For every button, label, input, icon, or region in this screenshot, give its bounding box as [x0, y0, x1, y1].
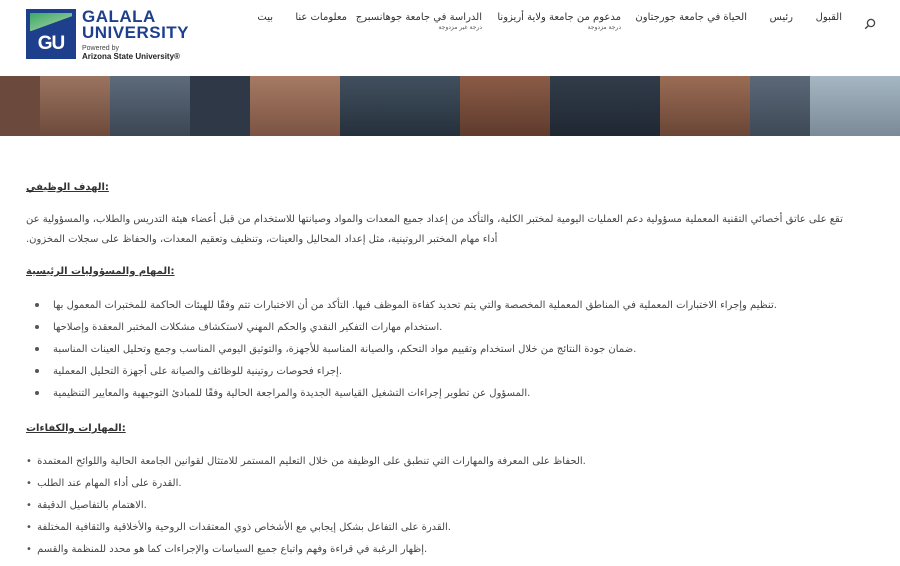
nav-item-asu[interactable]: مدعوم من جامعة ولاية أريزونا درجة مزدوجة	[497, 12, 621, 31]
bullet-icon	[35, 391, 39, 395]
hero-banner-image	[0, 76, 900, 136]
bullet-icon	[35, 325, 39, 329]
bullet-icon	[35, 347, 39, 351]
nav-item-johannesburg[interactable]: الدراسة في جامعة جوهانسبرج درجة غير مزدوجة	[355, 12, 482, 31]
list-item: • .القدرة على التفاعل بشكل إيجابي مع الأشخاص ذوي المعتقدات الروحية والأخلاقية والثقافية المختلفة	[26, 522, 451, 533]
logo-line1: GALALA	[82, 7, 156, 26]
nav-item-admission[interactable]: القبول	[815, 12, 842, 23]
logo-powered: Powered by	[82, 45, 119, 52]
purpose-paragraph: تقع على عاتق أخصائي التقنية المعملية مسؤولية دعم العمليات اليومية لمختبر الكلية، والتأكد من إعداد جميع المعدات والمواد وصيانتها للاستخدام من قبل أعضاء هيئة التدريس والطلاب، والمسؤولية عن أداء مهام المختبر الروتينية، مثل إعداد المحاليل والعينات، وتنظيف وتعقيم المعدات، والحفاظ على سجلات المخزون.	[26, 214, 843, 245]
bullet-icon	[35, 303, 39, 307]
logo-line2: UNIVERSITY	[82, 23, 190, 42]
search-icon[interactable]	[864, 18, 876, 30]
site-header	[0, 0, 900, 76]
list-item: .المسؤول عن تطوير إجراءات التشغيل القياسية الجديدة والمراجعة الحالية وفقًا للمبادئ التوجيهية والمعايير التنظيمية	[35, 388, 530, 399]
nav-sub-asu: درجة مزدوجة	[587, 24, 621, 31]
nav-sub-johannesburg: درجة غير مزدوجة	[438, 24, 482, 31]
section-title-purpose: :الهدف الوظيفي	[26, 182, 109, 193]
bullet-icon: •	[26, 456, 32, 467]
logo-emblem: GU	[26, 9, 76, 59]
bullet-icon	[35, 369, 39, 373]
section-title-duties: :المهام والمسؤوليات الرئيسية	[26, 266, 175, 277]
list-item: .تنظيم وإجراء الاختبارات المعملية في المناطق المعملية المخصصة والتي يتم تحديد كفاءة الموظف فيها. التأكد من أن الاختبارات تتم وفقًا للهيئات الحاكمة للمختبرات المعمول بها	[35, 300, 777, 311]
section-title-skills: :المهارات والكفاءات	[26, 423, 126, 434]
list-item: .إجراء فحوصات روتينية للوظائف والصيانة على أجهزة التحليل المعملية	[35, 366, 342, 377]
list-item: • .الحفاظ على المعرفة والمهارات التي تنطبق على الوظيفة من خلال التعليم المستمر للامتثال لقوانين الجامعة الحالية واللوائح المعتمدة	[26, 456, 586, 467]
bullet-icon: •	[26, 478, 32, 489]
list-item: • .القدرة على أداء المهام عند الطلب	[26, 478, 182, 489]
nav-item-president[interactable]: رئيس	[769, 12, 793, 23]
nav-item-life[interactable]: الحياة في جامعة جورجتاون	[635, 12, 747, 23]
main-nav	[0, 12, 900, 42]
job-description	[0, 136, 900, 566]
bullet-icon: •	[26, 522, 32, 533]
list-item: .استخدام مهارات التفكير النقدي والحكم المهني لاستكشاف مشكلات المختبر المعقدة وإصلاحها	[35, 322, 442, 333]
logo-partner: Arizona State University®	[82, 52, 180, 61]
nav-item-about[interactable]: معلومات عنا	[295, 12, 347, 23]
list-item: • .إظهار الرغبة في قراءة وفهم واتباع جميع السياسات والإجراءات كما هو محدد للمنظمة والقسم	[26, 544, 428, 555]
list-item: .ضمان جودة النتائج من خلال استخدام وتقييم مواد التحكم، والصيانة المناسبة للأجهزة، والتوثيق اليومي المناسب وجمع وتحليل العينات المناسبة	[35, 344, 636, 355]
bullet-icon: •	[26, 544, 32, 555]
list-item: • .الاهتمام بالتفاصيل الدقيقة	[26, 500, 147, 511]
nav-item-home[interactable]: بيت	[257, 12, 273, 23]
bullet-icon: •	[26, 500, 32, 511]
